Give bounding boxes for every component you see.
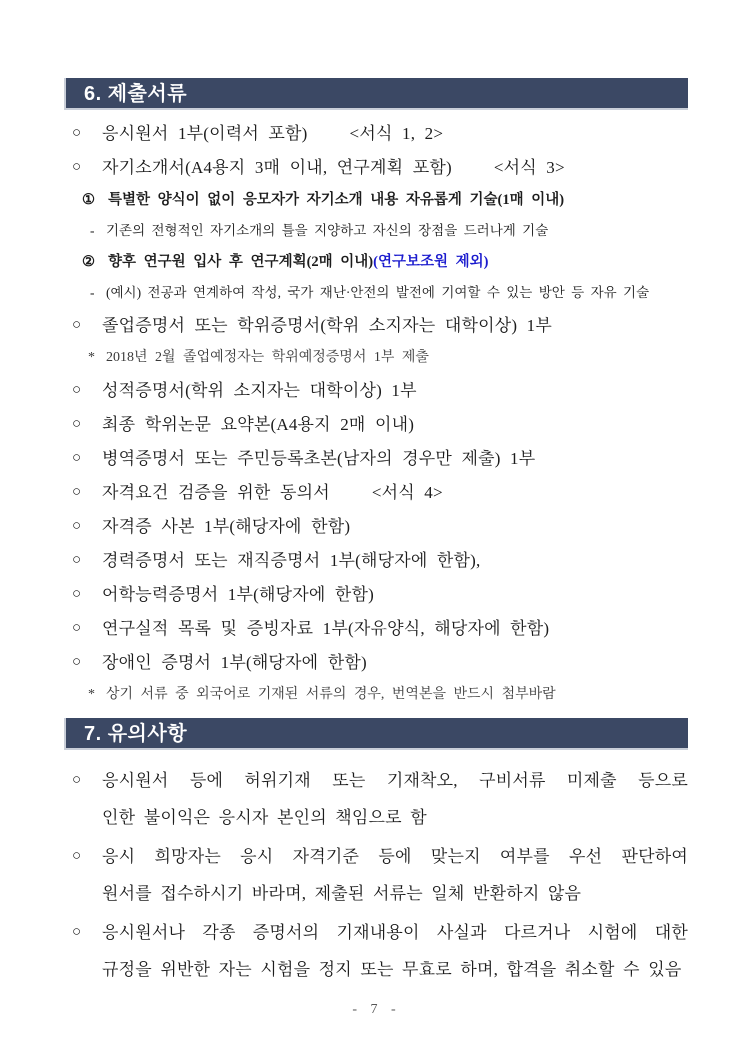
section-notes	[64, 718, 688, 988]
doc-item	[64, 252, 688, 272]
item-text: 병역증명서 또는 주민등록초본(남자의 경우만 제출) 1부	[102, 449, 536, 468]
item-text-line: 응시원서나 각종 증명서의 기재내용이 사실과 다르거나 시험에 대한	[102, 923, 688, 942]
item-text-line: 원서를 접수하시기 바라며, 제출된 서류는 일체 반환하지 않음	[102, 884, 582, 903]
item-text: 응시원서 1부(이력서 포함) <서식 1, 2>	[102, 124, 444, 143]
item-marker: ○	[72, 586, 82, 602]
section-submission-documents	[64, 78, 688, 704]
doc-item	[64, 413, 688, 436]
item-text: 성적증명서(학위 소지자는 대학이상) 1부	[102, 381, 417, 400]
section-header-bar	[64, 718, 688, 750]
doc-item	[64, 283, 688, 302]
item-text: 연구실적 목록 및 증빙자료 1부(자유양식, 해당자에 한함)	[102, 619, 550, 638]
doc-item	[64, 685, 688, 704]
item-text	[102, 914, 688, 988]
doc-item	[64, 651, 688, 674]
doc-item	[64, 838, 688, 912]
doc-item	[64, 617, 688, 640]
doc-item	[64, 583, 688, 606]
item-text: 장애인 증명서 1부(해당자에 한함)	[102, 653, 367, 672]
highlight-blue-text: (연구보조원 제외)	[373, 254, 489, 270]
doc-item	[64, 348, 688, 367]
item-text: 경력증명서 또는 재직증명서 1부(해당자에 한함),	[102, 551, 481, 570]
item-text: 특별한 양식이 없이 응모자가 자기소개 내용 자유롭게 기술(1매 이내)	[108, 192, 565, 208]
doc-item	[64, 481, 688, 504]
item-marker: ○	[72, 317, 82, 333]
item-text-line: 응시원서 등에 허위기재 또는 기재착오, 구비서류 미제출 등으로	[102, 771, 688, 790]
item-text: 향후 연구원 입사 후 연구계획(2매 이내)(연구보조원 제외)	[108, 254, 489, 270]
item-text: 상기 서류 중 외국어로 기재된 서류의 경우, 번역본을 반드시 첨부바람	[106, 687, 556, 702]
item-marker: ○	[72, 450, 82, 466]
item-text: 최종 학위논문 요약본(A4용지 2매 이내)	[102, 415, 415, 434]
item-text: 기존의 전형적인 자기소개의 틀을 지양하고 자신의 장점을 드러나게 기술	[106, 223, 549, 238]
section-item-list	[64, 762, 688, 988]
doc-item	[64, 190, 688, 210]
section-item-list	[64, 122, 688, 704]
section-title: 6. 제출서류	[84, 83, 188, 105]
item-text-line: 규정을 위반한 자는 시험을 정지 또는 무효로 하며, 합격을 취소할 수 있음	[102, 960, 682, 979]
item-marker: ○	[72, 382, 82, 398]
item-text-line: 응시 희망자는 응시 자격기준 등에 맞는지 여부를 우선 판단하여	[102, 847, 688, 866]
item-marker: ○	[72, 484, 82, 500]
page-number: - 7 -	[352, 1002, 398, 1017]
doc-item	[64, 515, 688, 538]
item-text: 자격증 사본 1부(해당자에 한함)	[102, 517, 351, 536]
item-marker: ○	[72, 518, 82, 534]
item-marker: ○	[72, 772, 82, 788]
doc-item	[64, 221, 688, 240]
doc-item	[64, 314, 688, 337]
item-marker: -	[90, 285, 95, 300]
form-reference: <서식 4>	[371, 483, 443, 502]
doc-item	[64, 914, 688, 988]
form-reference: <서식 1, 2>	[349, 124, 444, 143]
item-text: (예시) 전공과 연계하여 작성, 국가 재난·안전의 발전에 기여할 수 있는 방안 등 자유 기술	[106, 285, 650, 300]
item-marker: *	[88, 687, 95, 702]
item-marker: ○	[72, 159, 82, 175]
item-marker: ○	[72, 125, 82, 141]
item-marker: ①	[82, 192, 95, 208]
item-text: 어학능력증명서 1부(해당자에 한함)	[102, 585, 375, 604]
item-marker: ○	[72, 552, 82, 568]
doc-item	[64, 156, 688, 179]
item-marker: ○	[72, 620, 82, 636]
page-content	[64, 78, 688, 990]
item-marker: *	[88, 350, 95, 365]
doc-item	[64, 379, 688, 402]
item-text	[102, 762, 688, 836]
item-text	[102, 838, 688, 912]
item-marker: -	[90, 223, 95, 238]
item-marker: ○	[72, 924, 82, 940]
item-marker: ②	[82, 254, 95, 270]
item-marker: ○	[72, 848, 82, 864]
section-title: 7. 유의사항	[84, 723, 188, 745]
item-text-line: 인한 불이익은 응시자 본인의 책임으로 함	[102, 808, 427, 827]
doc-item	[64, 447, 688, 470]
doc-item	[64, 122, 688, 145]
item-text: 졸업증명서 또는 학위증명서(학위 소지자는 대학이상) 1부	[102, 316, 552, 335]
section-header-bar	[64, 78, 688, 110]
item-text: 자기소개서(A4용지 3매 이내, 연구계획 포함) <서식 3>	[102, 158, 565, 177]
item-text: 자격요건 검증을 위한 동의서 <서식 4>	[102, 483, 443, 502]
doc-item	[64, 549, 688, 572]
form-reference: <서식 3>	[493, 158, 565, 177]
doc-item	[64, 762, 688, 836]
item-marker: ○	[72, 416, 82, 432]
item-text: 2018년 2월 졸업예정자는 학위예정증명서 1부 제출	[106, 350, 429, 365]
item-marker: ○	[72, 654, 82, 670]
